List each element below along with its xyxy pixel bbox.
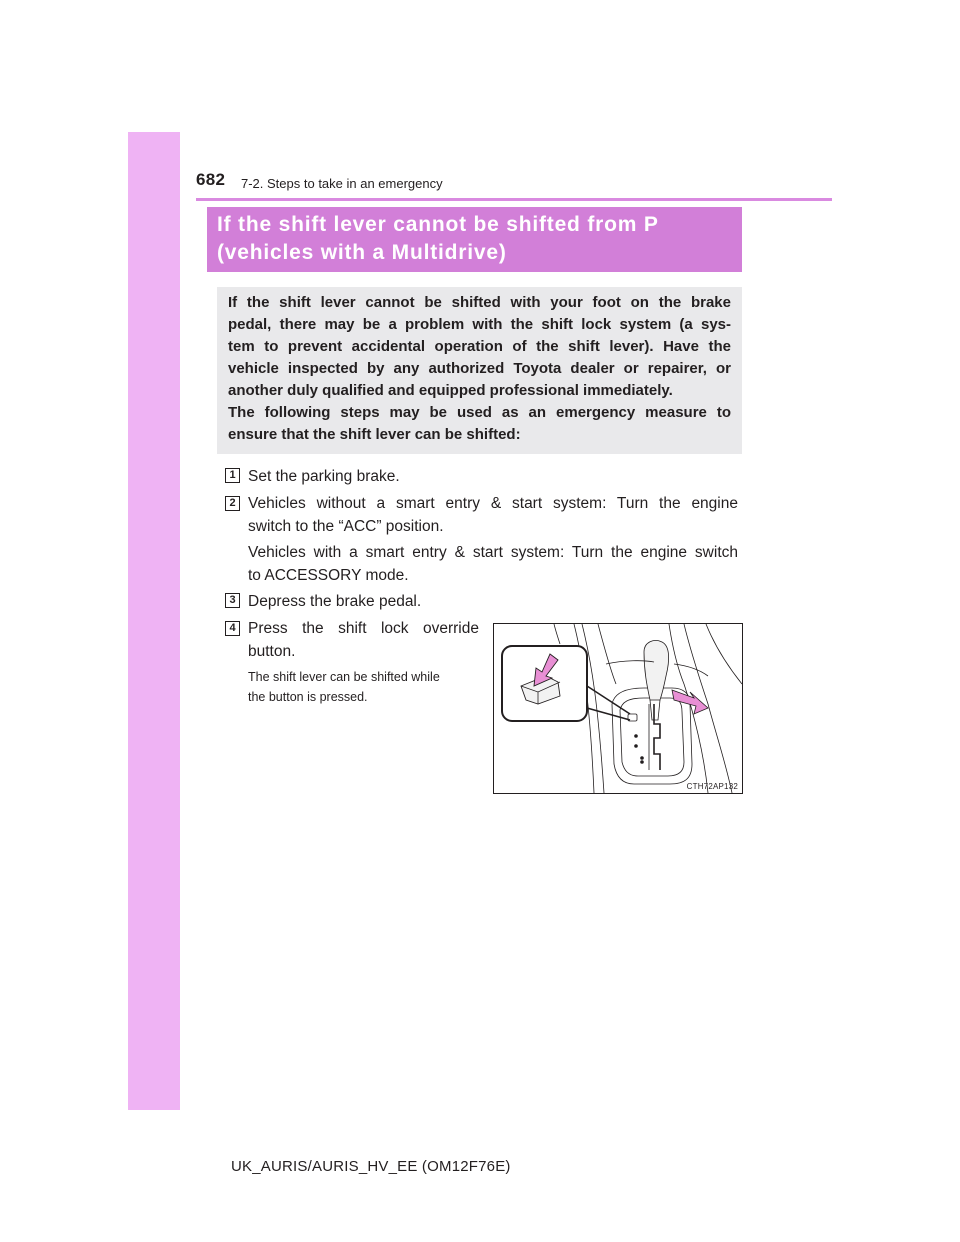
step-number-2: 2 [225, 496, 240, 511]
step-2-line-1: Vehicles without a smart entry & start system: Turn the engine [248, 495, 738, 512]
intro-line: pedal, there may be a problem with the shift lock system (a sys- [228, 316, 731, 333]
section-reference: 7-2. Steps to take in an emergency [241, 176, 443, 191]
section-title-line-2: (vehicles with a Multidrive) [217, 241, 507, 264]
intro-line: vehicle inspected by any authorized Toyota dealer or repairer, or [228, 360, 731, 377]
figure-code: CTH72AP132 [686, 782, 738, 791]
step-3-text: Depress the brake pedal. [248, 593, 422, 610]
intro-box [217, 287, 742, 454]
shift-lock-figure [493, 623, 743, 794]
intro-line: The following steps may be used as an emergency measure to [228, 404, 731, 421]
intro-line: If the shift lever cannot be shifted with your foot on the brake [228, 294, 731, 311]
step-2-extra-line-1: Vehicles with a smart entry & start system: Turn the engine switch [248, 544, 738, 561]
page-number: 682 [196, 170, 226, 189]
intro-line: another duly qualified and equipped professional immediately. [228, 382, 673, 399]
step-4-line-1: Press the shift lock override [248, 620, 479, 637]
intro-line: tem to prevent accidental operation of the shift lever). Have the [228, 338, 731, 355]
step-number-4: 4 [225, 621, 240, 636]
step-number-3: 3 [225, 593, 240, 608]
section-title-box [207, 207, 742, 272]
step-4-note-line-1: The shift lever can be shifted while [248, 670, 440, 684]
shift-lock-override-illustration [494, 624, 742, 793]
header-divider [196, 198, 832, 201]
section-title-line-1: If the shift lever cannot be shifted from P [217, 213, 659, 236]
step-number-1: 1 [225, 468, 240, 483]
footer-model-code: UK_AURIS/AURIS_HV_EE (OM12F76E) [231, 1158, 511, 1175]
step-2-extra-line-2: to ACCESSORY mode. [248, 567, 409, 584]
chapter-side-tab [128, 132, 180, 1110]
step-2-line-2: switch to the “ACC” position. [248, 518, 444, 535]
step-4-line-2: button. [248, 643, 296, 660]
step-1-text: Set the parking brake. [248, 468, 400, 485]
intro-line: ensure that the shift lever can be shifted: [228, 426, 521, 443]
step-4-note-line-2: the button is pressed. [248, 690, 368, 704]
